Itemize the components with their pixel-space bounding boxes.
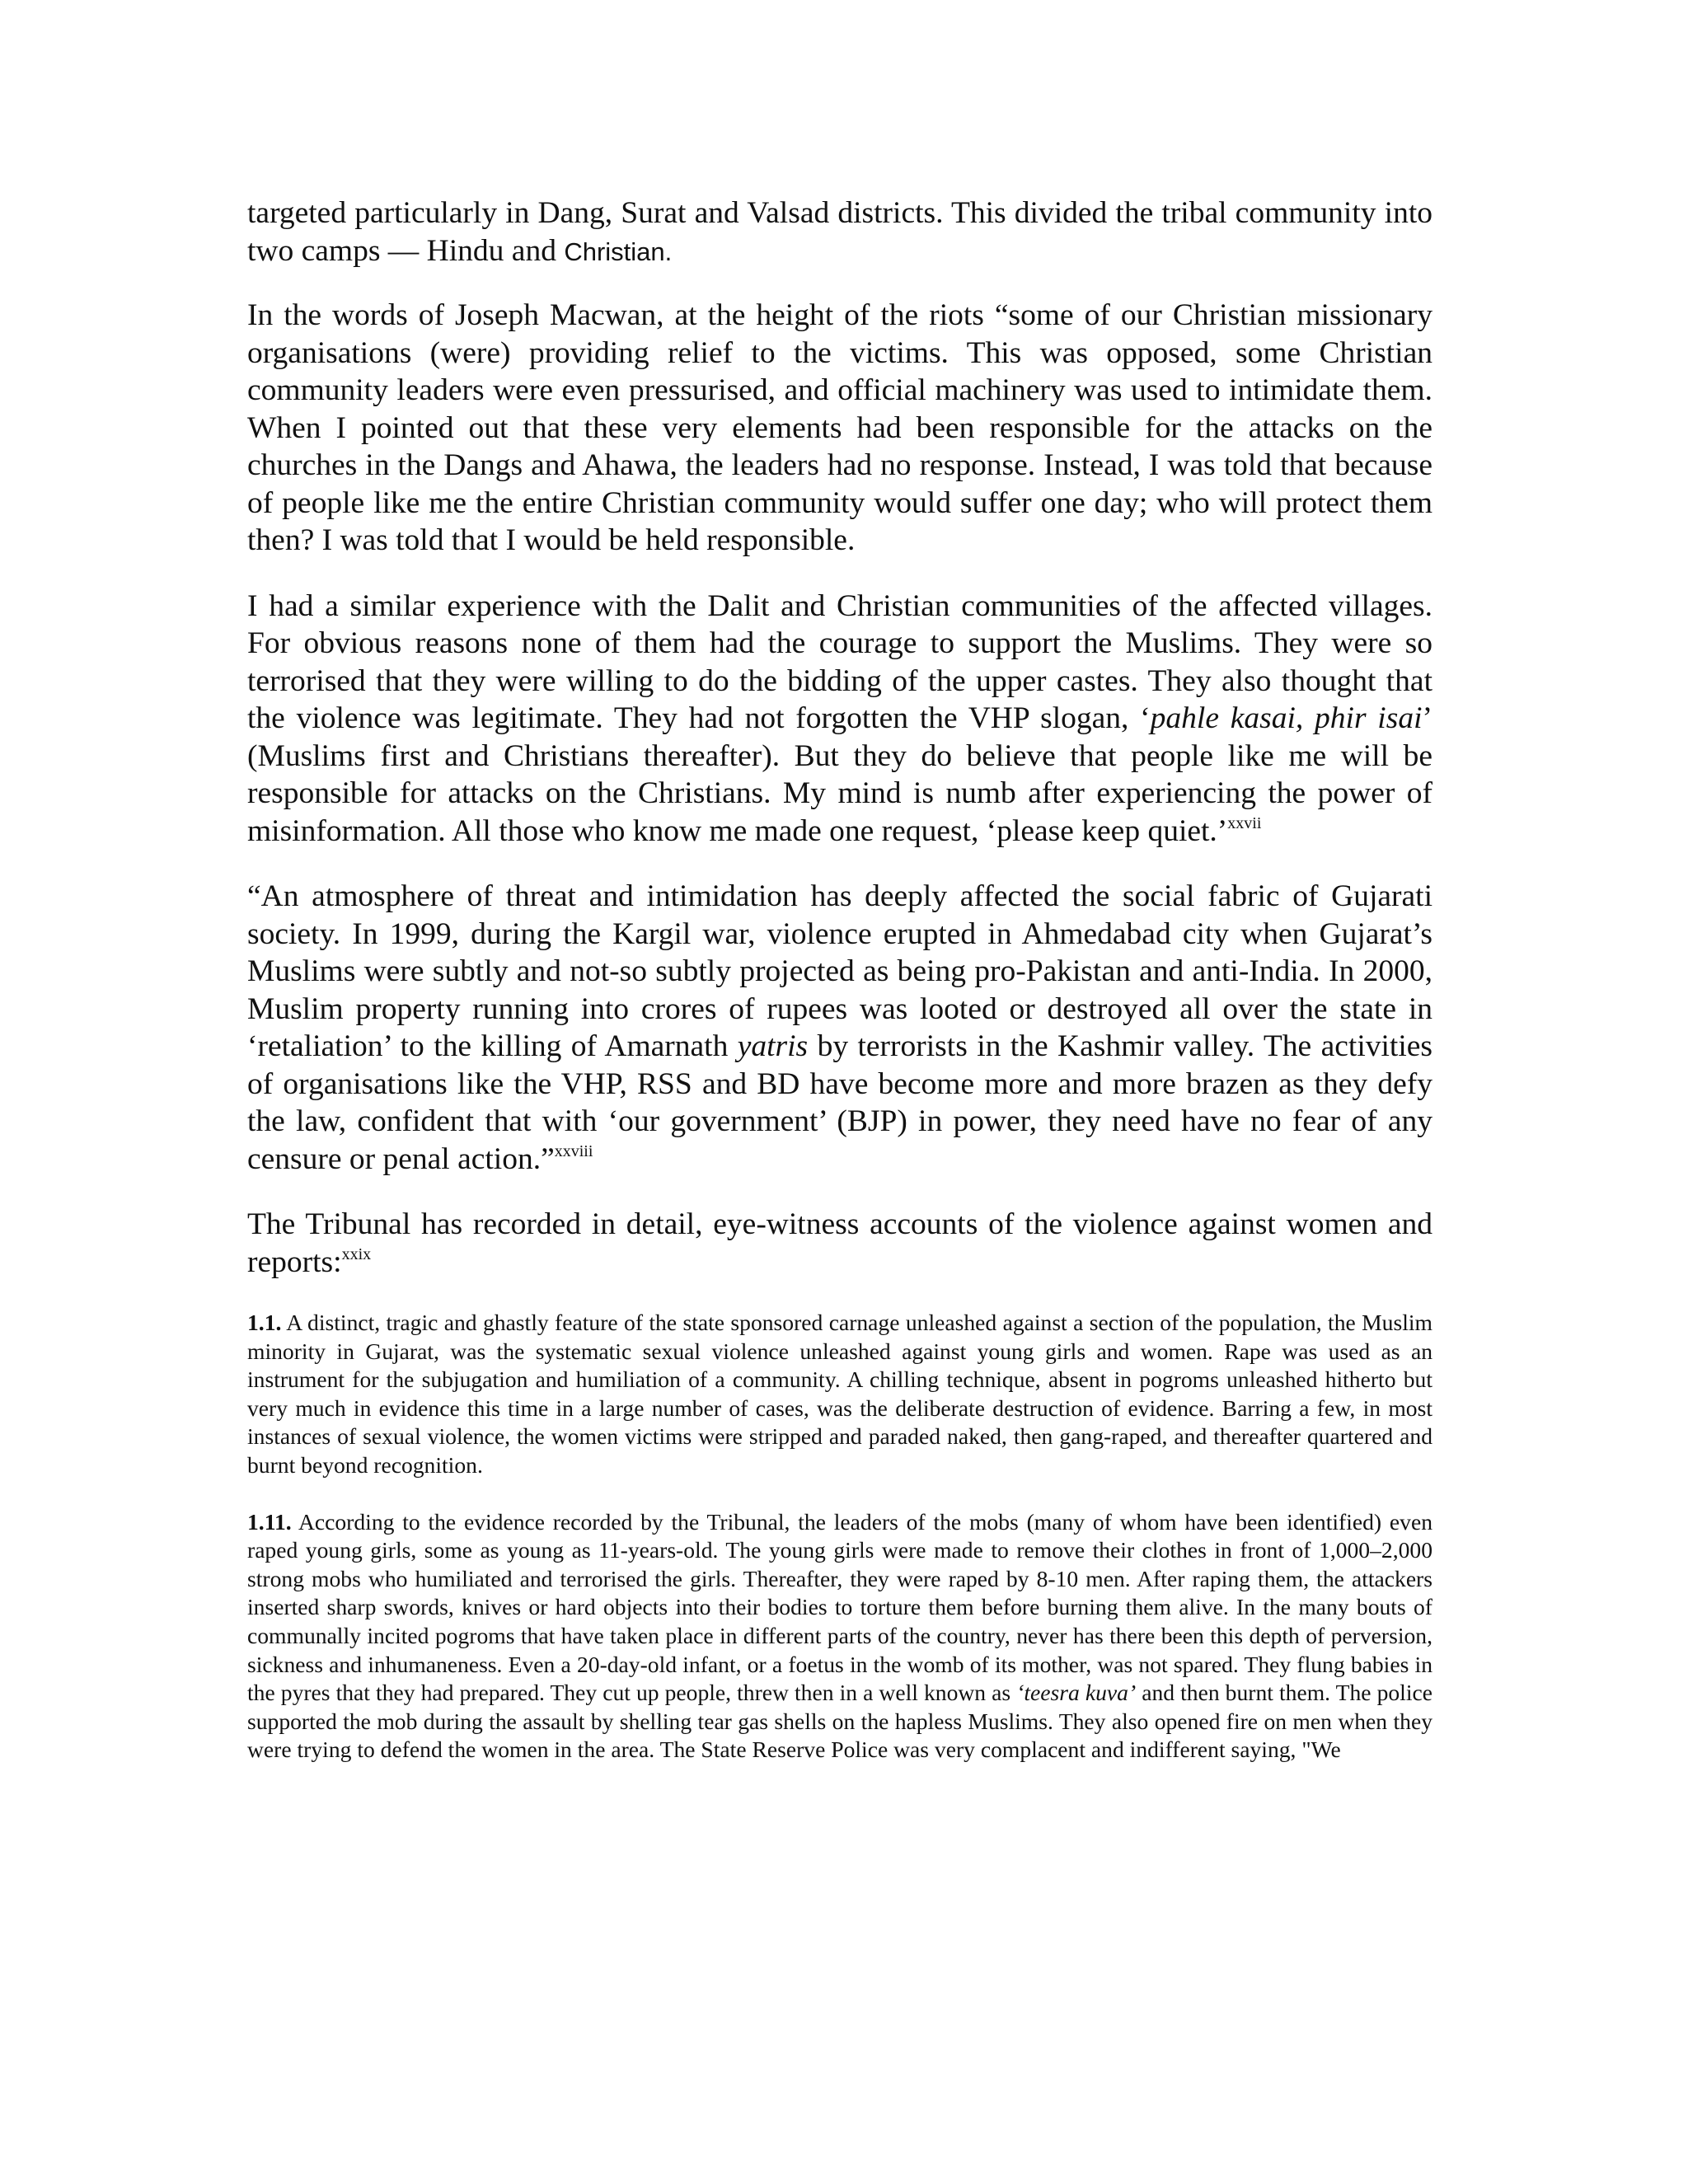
paragraph-atmosphere-threat <box>247 878 1432 1178</box>
section-number: 1.11. <box>247 1508 292 1535</box>
footnote-marker: xxix <box>341 1244 372 1263</box>
paragraph-text: “An atmosphere of threat and intimidation has deeply affected the social fabric of Gujarati society. In 1999, during the Kargil war, violence erupted in Ahmedabad city when Gujarat’s Muslims were subtly and not-so subtly projected as being pro-Pakistan and anti-India. In 2000, Muslim property running into crores of rupees was looted or destroyed all over the state in ‘retaliation’ to the killing of Amarnath <box>247 879 1432 1063</box>
paragraph-tail: Christian. <box>564 237 673 266</box>
paragraph-text-continued: by terrorists in the Kashmir valley. The activities of organisations like the VHP, RSS and BD have become more and more brazen as they defy the law, confident that with ‘our government’ (BJP) in power, they need have no fear of any censure or penal action.” <box>247 1029 1432 1176</box>
paragraph-joseph-macwan <box>247 297 1432 560</box>
quote-text-continued: and then burnt them. The police supported the mob during the assault by shelling tear gas shells on the hapless Muslims. They also opened fire on men when they were trying to defend the women in the area. The State Reserve Police was very complacent and indifferent saying, "We <box>247 1680 1432 1763</box>
section-number: 1.1. <box>247 1310 282 1335</box>
paragraph-tribunal-intro <box>247 1206 1432 1281</box>
paragraph-text: I had a similar experience with the Dalit and Christian communities of the affected villages. For obvious reasons none of them had the courage to support the Muslims. They were so terrorised that they were willing to do the bidding of the upper castes. They also thought that the violence was legitimate. They had not forgotten the VHP slogan, ‘ <box>247 588 1432 735</box>
paragraph-text: The Tribunal has recorded in detail, eye-witness accounts of the violence against women and reports: <box>247 1207 1432 1279</box>
quote-text: A distinct, tragic and ghastly feature of the state sponsored carnage unleashed against a section of the population, the Muslim minority in Gujarat, was the systematic sexual violence unleashed against young girls and women. Rape was used as an instrument for the subjugation and humiliation of a community. A chilling technique, absent in pogroms unleashed hitherto but very much in evidence this time in a large number of cases, was the deliberate destruction of evidence. Barring a few, in most instances of sexual violence, the women victims were stripped and paraded naked, then gang-raped, and thereafter quartered and burnt beyond recognition. <box>247 1310 1432 1478</box>
paragraph-text: targeted particularly in Dang, Surat and Valsad districts. This divided the tribal community into two camps — Hindu and <box>247 196 1432 268</box>
quote-section-1-11 <box>247 1508 1432 1765</box>
footnote-marker: xxviii <box>554 1141 593 1160</box>
quote-section-1-1 <box>247 1309 1432 1480</box>
italic-term: yatris <box>737 1029 809 1063</box>
paragraph-text-continued: ’ (Muslims first and Christians thereafter). But they do believe that people like me will be responsible for attacks on the Christians. My mind is numb after experiencing the power of misinformation. All those who know me made one request, ‘please keep quiet.’ <box>247 701 1432 848</box>
italic-slogan: pahle kasai, phir isai <box>1150 701 1423 735</box>
quote-text: According to the evidence recorded by the Tribunal, the leaders of the mobs (many of whom have been identified) even raped young girls, some as young as 11-years-old. The young girls were made to remove their clothes in front of 1,000–2,000 strong mobs who humiliated and terrorised the girls. Thereafter, they were raped by 8-10 men. After raping them, the attackers inserted sharp swords, knives or hard objects into their bodies to torture them before burning them alive. In the many bouts of communally incited pogroms that have taken place in different parts of the country, never has there been this depth of perversion, sickness and inhumaneness. Even a 20-day-old infant, or a foetus in the womb of its mother, was not spared. They flung babies in the pyres that they had prepared. They cut up people, threw then in a well known as <box>247 1508 1432 1706</box>
paragraph-tribal-camps <box>247 194 1432 270</box>
paragraph-dalit-christian <box>247 588 1432 851</box>
italic-term: ‘teesra kuva’ <box>1016 1680 1137 1706</box>
document-page <box>247 194 1432 1793</box>
footnote-marker: xxvii <box>1227 813 1262 832</box>
paragraph-text: In the words of Joseph Macwan, at the height of the riots “some of our Christian missionary organisations (were) providing relief to the victims. This was opposed, some Christian community leaders were even pressurised, and official machinery was used to intimidate them. When I pointed out that these very elements had been responsible for the attacks on the churches in the Dangs and Ahawa, the leaders had no response. Instead, I was told that because of people like me the entire Christian community would suffer one day; who will protect them then? I was told that I would be held responsible. <box>247 298 1432 557</box>
